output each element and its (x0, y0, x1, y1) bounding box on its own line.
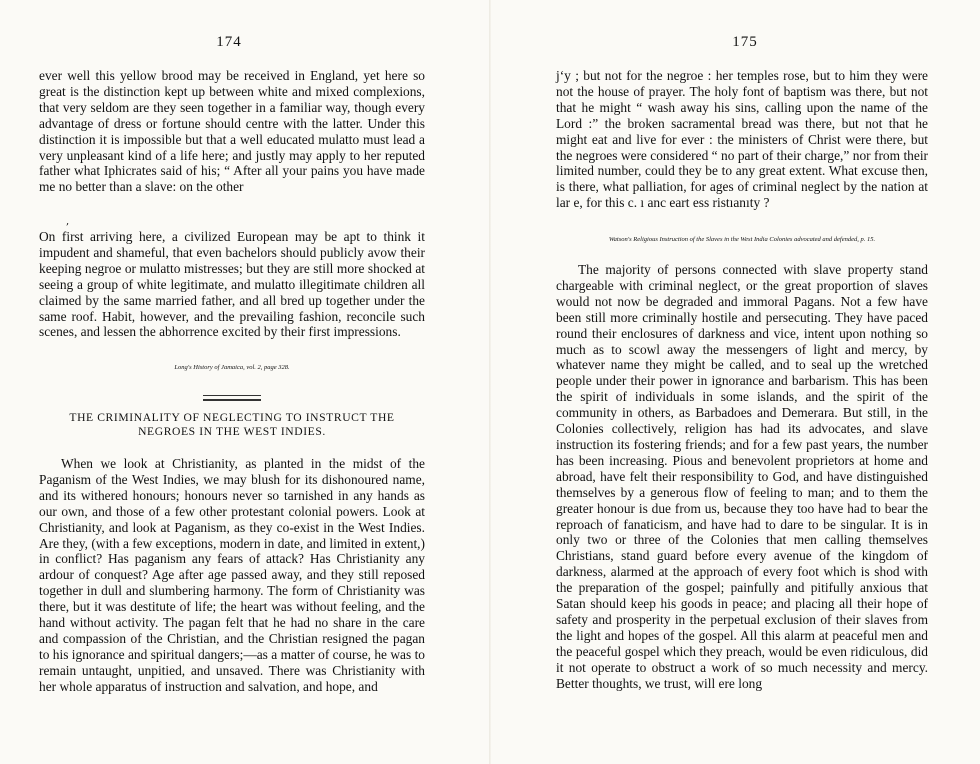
section-heading-block (39, 411, 425, 439)
section-rule-block (39, 395, 425, 401)
left-stray-mark: , (66, 216, 70, 227)
right-paragraph-2-text: The majority of persons connected with slave property stand chargeable with criminal neglect, or the great proportion of slaves would not now be degraded and immoral Pagans. Not a few have been still more criminally hostile and persecuting. They have paced round their enclosures of darkness and vice, intent upon nothing so much as to scowl away the messengers of light and mercy, by whatever name they might be called, and to seal up the wretched people under their power in ignorance and barbarism. This has been the spirit of individuals in some islands, and the spirit of the community in others, as Barbadoes and Demerara. But still, in the Colonies collectively, religion has had its advocates, and slave instruction its fostering friends; and for a few past years, the number has been increasing. Pious and benevolent proprietors at home and abroad, have felt their responsibility to God, and have distinguished themselves by a generous flow of feeling to man; and to them the greater honour is due from us, because they too have had to bear the reproach of fanaticism, and have had to dare to be singular. It is in only two or three of the Colonies that men calling themselves Christians, stand guard before every avenue of the kingdom of darkness, alarmed at the approach of every foot which is shod with the preparation of the gospel; painfully and pitifully anxious that Satan should keep his goods in peace; and placing all their hope of safety and prosperity in the perpetual exclusion of their slaves from the light and hopes of the gospel. All this alarm at peaceful men and the peaceful gospel which they preach, would be even ridiculous, did it not operate to obstruct a work of so much necessity and mercy. Better thoughts, we trust, will ere long (556, 262, 928, 691)
page-number-left: 174 (216, 34, 242, 50)
left-citation: Long's History of Jamaica, vol. 2, page 328. (174, 364, 290, 371)
left-citation-block (39, 364, 425, 372)
section-divider-rule (203, 395, 261, 401)
left-paragraph-1 (39, 68, 425, 195)
page-number-right: 175 (732, 34, 758, 50)
right-paragraph-2 (556, 262, 928, 691)
left-paragraph-2 (39, 229, 425, 340)
section-heading-line-2: NEGROES IN THE WEST INDIES. (138, 425, 326, 438)
right-citation: Watson's Religious Instruction of the Slaves in the West India Colonies advocated and defended, p. 15. (608, 236, 876, 243)
left-paragraph-3-text: When we look at Christianity, as planted in the midst of the Paganism of the West Indies, we may blush for its dishonoured name, and its withered honours; honours never so tarnished in any hands as our own, and those of a few other protestant colonial powers. Look at Christianity, and look at Paganism, as they co-exist in the West Indies. Are they, (with a few exceptions, modern in date, and limited in extent,) in conflict? Has paganism any fears of attack? Has Christianity any ardour of conquest? Age after age passed away, and they still reposed together in dull and slumbering harmony. The form of Christianity was there, but it was destitute of life; the heart was without feeling, and the hand without activity. The pagan felt that he had no share in the care and compassion of the Christian, and the Christian resigned the pagan to his ignorance and spiritual dangers;—as a matter of course, he was to remain untaught, unpitied, and unsaved. There was Christianity with her whole apparatus of instruction and salvation, and hope, and (39, 456, 425, 694)
right-citation-block (556, 236, 928, 244)
right-paragraph-1-text: j‘y ; but not for the negroe : her temples rose, but to him they were not the house of prayer. The holy font of baptism was there, but not that he might “ wash away his sins, calling upon the name of the Lord :” the broken sacramental bread was there, but not that he might eat and live for ever : the ministers of Christ were there, but the negroes were considered “ no part of their charge,” nor from their limited number, could they be to any great extent. What excuse then, is there, what palliation, for ages of criminal neglect by the nation at lar e, for this c. ı anc eart ess ristıanıty ? (556, 68, 928, 211)
right-page (490, 0, 980, 764)
section-heading-line-1: THE CRIMINALITY OF NEGLECTING TO INSTRUCT THE (69, 411, 395, 424)
left-paragraph-2-text: On first arriving here, a civilized European may be apt to think it impudent and shameful, that even bachelors should publicly avow their keeping negroe or mulatto mistresses; but they are still more shocked at seeing a group of white legitimate, and mulatto illegitimate children all claimed by the same married father, and all bred up together under the same roof. Habit, however, and the prevailing fashion, reconcile such scenes, and lessen the abhorrence excited by their first impressions. (39, 229, 425, 340)
left-paragraph-1-text: ever well this yellow brood may be received in England, yet here so great is the distinction kept up between white and mixed complexions, that very seldom are they seen together in a familiar way, though every advantage of dress or fortune should centre with the latter. Under this distinction it is impossible but that a well educated mulatto must lead a very unpleasant kind of a life here; and justly may apply to her reputed father what Iphicrates said of his; “ After all your pains you have made me no better than a slave: on the other (39, 68, 425, 195)
right-paragraph-1 (556, 68, 928, 211)
left-paragraph-3 (39, 456, 425, 695)
